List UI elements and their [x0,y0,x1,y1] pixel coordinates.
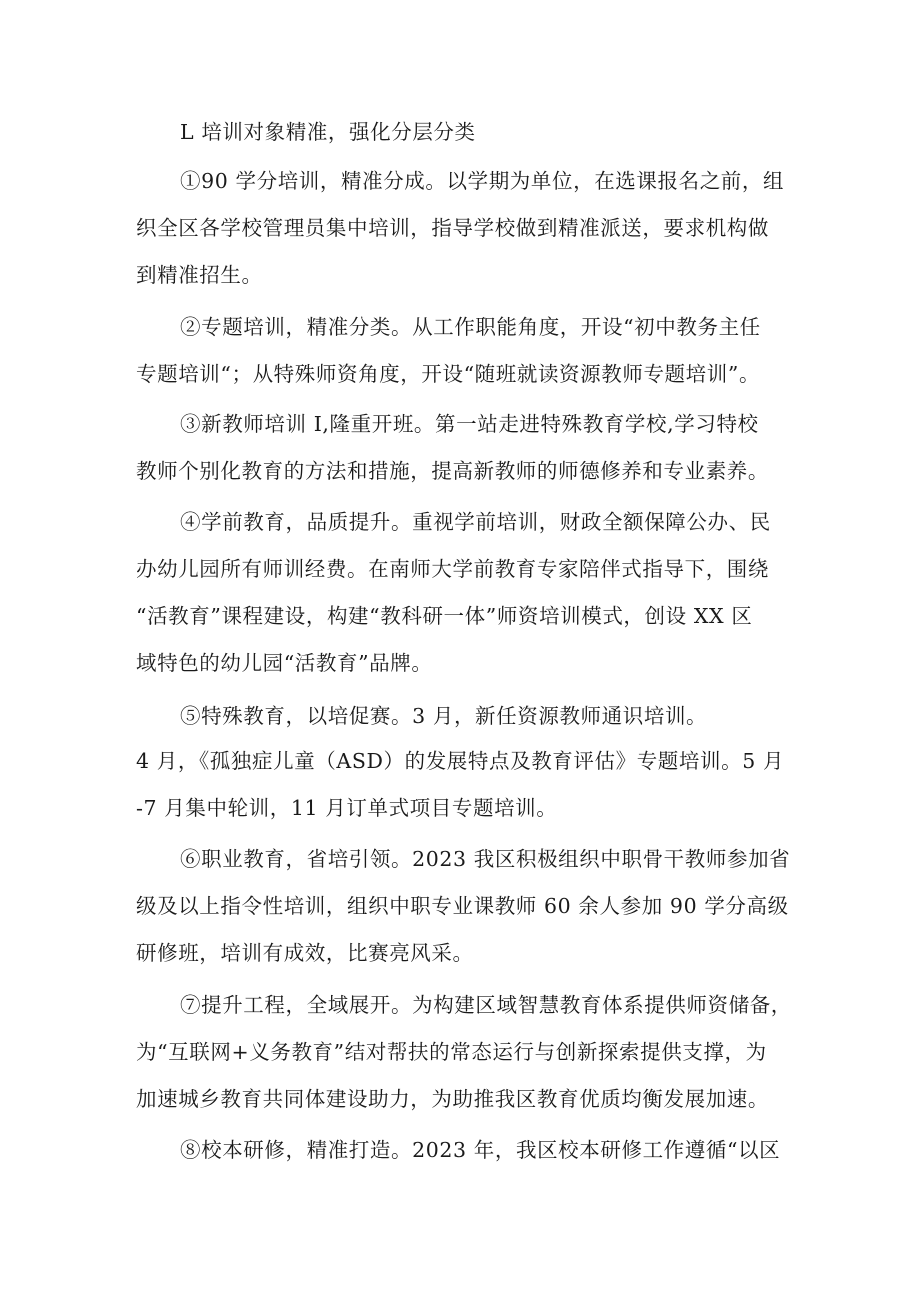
paragraph-1-line-1: ①90 学分培训，精准分成。以学期为单位，在选课报名之前，组 [180,169,785,193]
paragraph-4-line-2: 办幼儿园所有师训经费。在南师大学前教育专家陪伴式指导下，围绕 [136,557,769,581]
paragraph-4-line-3: “活教育”课程建设，构建“教科研一体”师资培训模式，创设 XX 区 [136,604,753,628]
section-heading: L 培训对象精准，强化分层分类 [180,120,476,144]
paragraph-5-line-3: -7 月集中轮训，11 月订单式项目专题培训。 [136,796,558,820]
paragraph-1-line-3: 到精准招生。 [136,263,263,287]
paragraph-4-line-4: 域特色的幼儿园“活教育”品牌。 [136,651,433,675]
paragraph-8-line-1: ⑧校本研修，精准打造。2023 年，我区校本研修工作遵循“以区 [180,1138,781,1162]
paragraph-2-line-1: ②专题培训，精准分类。从工作职能角度，开设“初中教务主任 [180,315,761,339]
paragraph-3-line-2: 教师个别化教育的方法和措施，提高新教师的师德修养和专业素养。 [136,459,769,483]
paragraph-2-line-2: 专题培训“；从特殊师资角度，开设“随班就读资源教师专题培训”。 [136,362,761,386]
paragraph-6-line-3: 研修班，培训有成效，比赛亮风采。 [136,941,474,965]
paragraph-6-line-1: ⑥职业教育，省培引领。2023 我区积极组织中职骨干教师参加省 [180,847,791,871]
paragraph-5-line-1: ⑤特殊教育，以培促赛。3 月，新任资源教师通识培训。 [180,704,708,728]
paragraph-7-line-3: 加速城乡教育共同体建设助力，为助推我区教育优质均衡发展加速。 [136,1087,769,1111]
paragraph-3-line-1: ③新教师培训 I,隆重开班。第一站走进特殊教育学校,学习特校 [180,412,759,436]
paragraph-6-line-2: 级及以上指令性培训，组织中职专业课教师 60 余人参加 90 学分高级 [136,894,789,918]
paragraph-1-line-2: 织全区各学校管理员集中培训，指导学校做到精准派送，要求机构做 [136,216,769,240]
paragraph-7-line-1: ⑦提升工程，全域展开。为构建区域智慧教育体系提供师资储备， [180,993,792,1017]
paragraph-5-line-2: 4 月，《孤独症儿童（ASD）的发展特点及教育评估》专题培训。5 月 [136,749,785,773]
paragraph-7-line-2: 为“互联网+义务教育”结对帮扶的常态运行与创新探索提供支撑，为 [136,1040,767,1064]
paragraph-4-line-1: ④学前教育，品质提升。重视学前培训，财政全额保障公办、民 [180,510,771,534]
